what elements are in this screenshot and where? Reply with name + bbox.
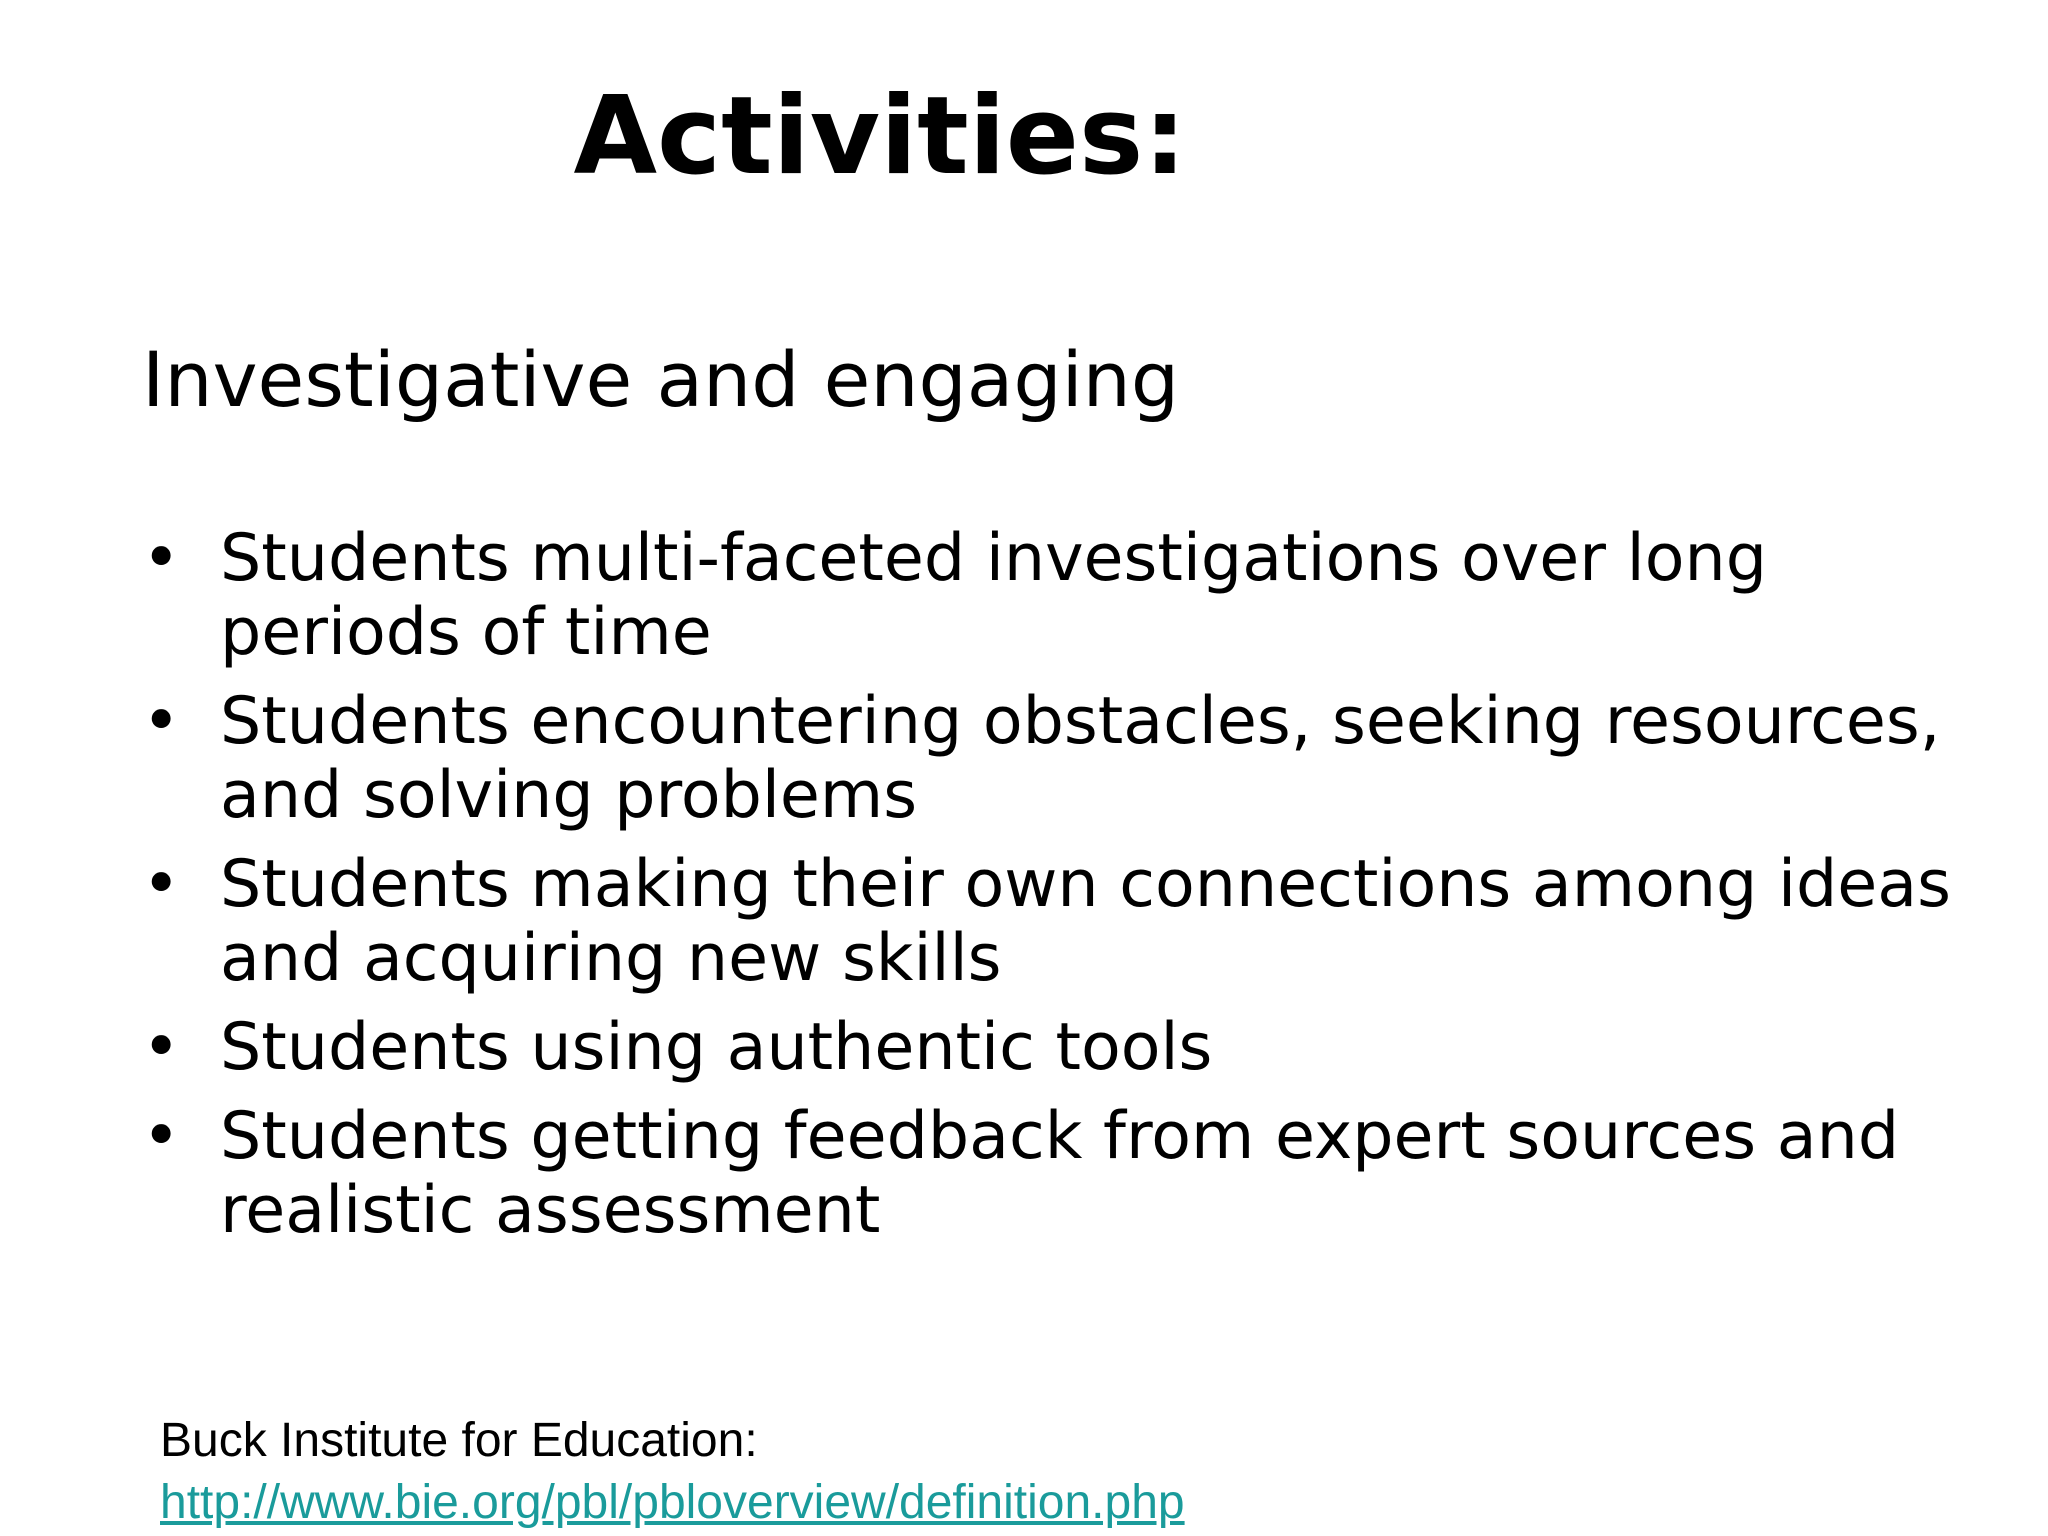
bullet-text: Students multi-faceted investigations over long periods of time	[220, 521, 1767, 670]
slide-title: Activities:	[573, 74, 1187, 199]
source-citation	[160, 1410, 1185, 1534]
bullet-text: Students getting feedback from expert sources and realistic assessment	[220, 1099, 1900, 1248]
bullet-item	[142, 685, 1982, 833]
bullet-text: Students making their own connections among ideas and acquiring new skills	[220, 847, 1951, 996]
slide-subtitle: Investigative and engaging	[142, 335, 1180, 424]
bullet-list	[142, 522, 1982, 1263]
bullet-dot-icon: •	[142, 521, 181, 596]
bullet-text: Students using authentic tools	[220, 1010, 1213, 1085]
source-label: Buck Institute for Education:	[160, 1414, 758, 1467]
bullet-item	[142, 1100, 1982, 1248]
bullet-item	[142, 848, 1982, 996]
bullet-dot-icon: •	[142, 1099, 181, 1174]
bullet-dot-icon: •	[142, 847, 181, 922]
bullet-item	[142, 522, 1982, 670]
bullet-dot-icon: •	[142, 1010, 181, 1085]
source-link[interactable]: http://www.bie.org/pbl/pbloverview/definition.php	[160, 1476, 1185, 1529]
bullet-text: Students encountering obstacles, seeking resources, and solving problems	[220, 684, 1941, 833]
bullet-dot-icon: •	[142, 684, 181, 759]
bullet-item	[142, 1011, 1982, 1085]
